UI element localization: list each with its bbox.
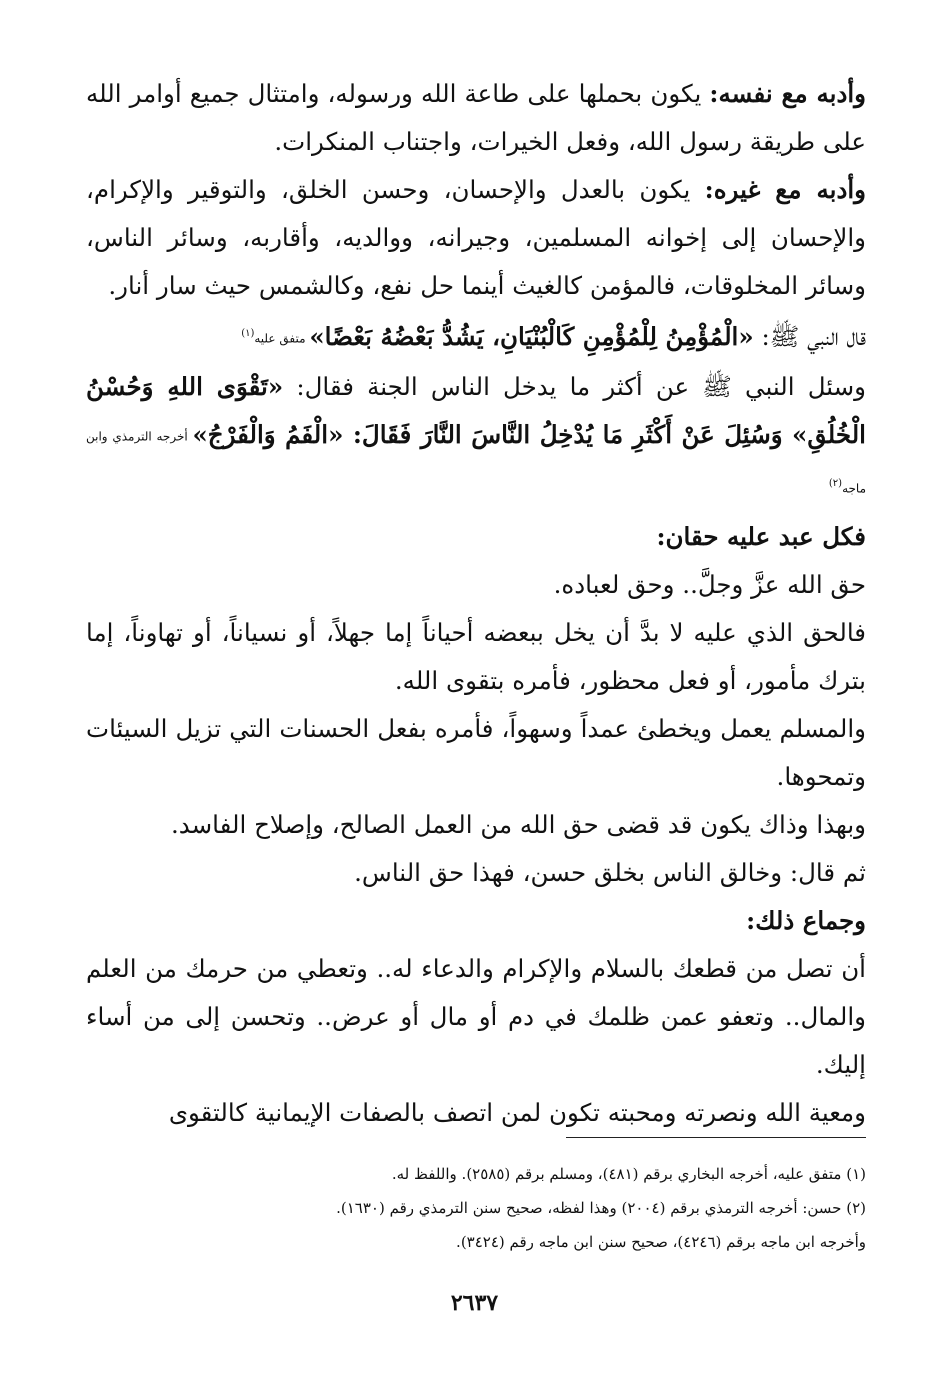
paragraph-divine-company: ومعية الله ونصرته ومحبته تكون لمن اتصف بالصفات الإيمانية كالتقوى: [168, 1097, 866, 1127]
hadith2-quote-a: «تَقْوَى اللهِ وَحُسْنُ الْخُلُقِ»: [86, 371, 866, 449]
heading-two-rights: فكل عبد عليه حقان:: [656, 521, 866, 551]
hadith2-reference: أخرجه الترمذي وابن ماجه: [86, 429, 866, 496]
text-others-manners: يكون بالعدل والإحسان، وحسن الخلق، والتوقير والإكرام، والإحسان إلى إخوانه المسلمين، وجيرانه، ووالديه، وأقاربه، وسائر الناس، وسائر المخلوقات، فالمؤمن كالغيث أينما حل نفع، وكالشمس حيث سار أنار.: [86, 175, 866, 300]
paragraph-rights: حق الله عزَّ وجلَّ.. وحق لعباده.: [553, 569, 866, 599]
paragraph-people-right: ثم قال: وخالق الناس بخلق حسن، فهذا حق الناس.: [354, 857, 866, 887]
hadith-building: [86, 310, 866, 363]
page-number: ٢٦٣٧: [450, 1290, 499, 1316]
hadith1-reference: متفق عليه: [254, 331, 310, 346]
hadith1-quote: «الْمُؤْمِنُ لِلْمُؤْمِنِ كَالْبُنْيَانِ، يَشُدُّ بَعْضُهُ بَعْضًا»: [309, 322, 754, 352]
label-others-manners: وأدبه مع غيره:: [704, 175, 866, 204]
footnote-marker-1: (١): [241, 328, 255, 339]
text-self-manners: يكون بحملها على طاعة الله ورسوله، وامتثال جميع أوامر الله على طريقة رسول الله، وفعل الخيرات، واجتناب المنكرات.: [86, 79, 866, 156]
footnote-marker-2: (٢): [828, 478, 843, 490]
label-self-manners: وأدبه مع نفسه:: [709, 79, 866, 108]
paragraph-self-manners: [86, 70, 866, 166]
paragraph-fulfilled: وبهذا وذاك يكون قد قضى حق الله من العمل الصالح، وإصلاح الفاسد.: [171, 809, 866, 839]
paragraph-others-manners: [86, 166, 866, 310]
hadith-paradise: [86, 363, 866, 513]
paragraph-allah-right: فالحق الذي عليه لا بدَّ أن يخل ببعضه أحياناً إما جهلاً، أو نسياناً، أو تهاوناً، إما بترك مأمور، أو فعل محظور، فأمره بتقوى الله.: [86, 617, 866, 695]
footnote-2-continued: وأخرجه ابن ماجه برقم (٤٢٤٦)، صحيح سنن ابن ماجه رقم (٣٤٢٤).: [456, 1233, 866, 1251]
hadith2-intro: وسئل النبي ﷺ عن أكثر ما يدخل الناس الجنة فقال:: [283, 371, 866, 401]
footnote-1: (١) متفق عليه، أخرجه البخاري برقم (٤٨١)، ومسلم برقم (٢٥٨٥). واللفظ له.: [391, 1165, 866, 1183]
footnote-2: (٢) حسن: أخرجه الترمذي برقم (٢٠٠٤) وهذا لفظه، صحيح سنن الترمذي رقم (١٦٣٠).: [336, 1199, 866, 1217]
hadith1-intro: قال النبي ﷺ:: [753, 322, 866, 352]
paragraph-muslim-errs: والمسلم يعمل ويخطئ عمداً وسهواً، فأمره بفعل الحسنات التي تزيل السيئات وتمحوها.: [86, 713, 866, 791]
hadith2-middle: وَسُئِلَ عَنْ أَكْثَرِ مَا يُدْخِلُ النَّاسَ النَّارَ فَقَالَ:: [343, 419, 793, 449]
main-text: [86, 70, 866, 1137]
footnotes: [86, 1157, 866, 1259]
paragraph-summary: أن تصل من قطعك بالسلام والإكرام والدعاء له.. وتعطي من حرمك من العلم والمال.. وتعفو عمن ظلمك في دم أو مال أو عرض.. وتحسن إلى من أساء إليك.: [86, 953, 866, 1079]
hadith2-quote-b: «الْفَمُ وَالْفَرْجُ»: [192, 419, 344, 449]
heading-summary: وجماع ذلك:: [746, 905, 866, 935]
